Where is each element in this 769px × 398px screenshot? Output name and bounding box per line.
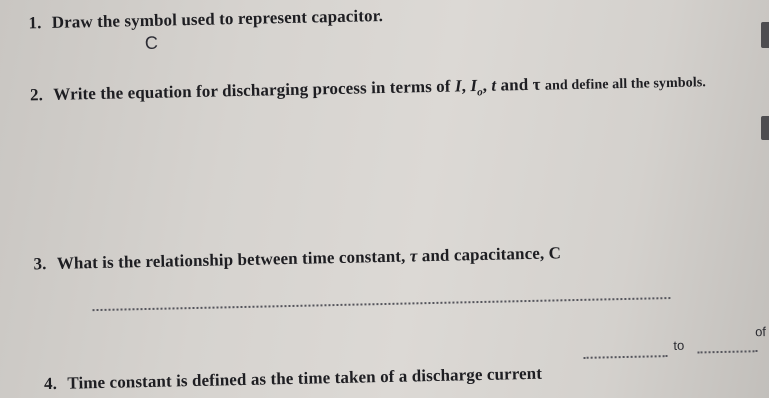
question-2-number: 2. bbox=[29, 85, 44, 105]
question-2-sub-0: o bbox=[477, 86, 483, 99]
question-3 bbox=[33, 243, 561, 274]
question-2 bbox=[30, 71, 706, 108]
question-2-var-t: t bbox=[491, 75, 497, 95]
question-4-word-to: to bbox=[673, 337, 685, 353]
answer-blank-4a[interactable] bbox=[584, 355, 668, 359]
question-3-text-b: and capacitance, C bbox=[421, 243, 562, 266]
question-3-var-tau: τ bbox=[409, 246, 418, 266]
question-1 bbox=[28, 6, 383, 33]
question-4-word-of: of bbox=[754, 324, 767, 340]
question-2-var-i0: I bbox=[470, 76, 478, 96]
question-3-number: 3. bbox=[33, 254, 47, 274]
question-4-text: Time constant is defined as the time taken of a discharge current bbox=[67, 363, 543, 393]
question-2-sep1: , bbox=[461, 76, 467, 96]
question-2-var-i: I bbox=[454, 76, 462, 96]
page-edge-mark-middle bbox=[761, 116, 769, 140]
question-4 bbox=[44, 364, 542, 394]
question-2-text-c: and define all the symbols. bbox=[544, 75, 707, 94]
question-2-sep2: , bbox=[482, 75, 488, 95]
question-2-text-a: Write the equation for discharging process in terms of bbox=[53, 76, 451, 104]
question-1-number: 1. bbox=[28, 13, 42, 33]
answer-1-handwritten: C bbox=[144, 32, 159, 53]
question-2-text-b: and bbox=[500, 74, 529, 95]
question-2-var-tau: τ bbox=[532, 74, 541, 94]
question-1-text: Draw the symbol used to represent capacitor. bbox=[51, 5, 384, 32]
answer-blank-4b[interactable] bbox=[698, 350, 758, 353]
question-4-number: 4. bbox=[43, 373, 58, 394]
page-edge-mark-top bbox=[761, 22, 769, 48]
answer-line-3[interactable] bbox=[92, 297, 670, 311]
question-3-text: What is the relationship between time constant, bbox=[56, 246, 406, 273]
